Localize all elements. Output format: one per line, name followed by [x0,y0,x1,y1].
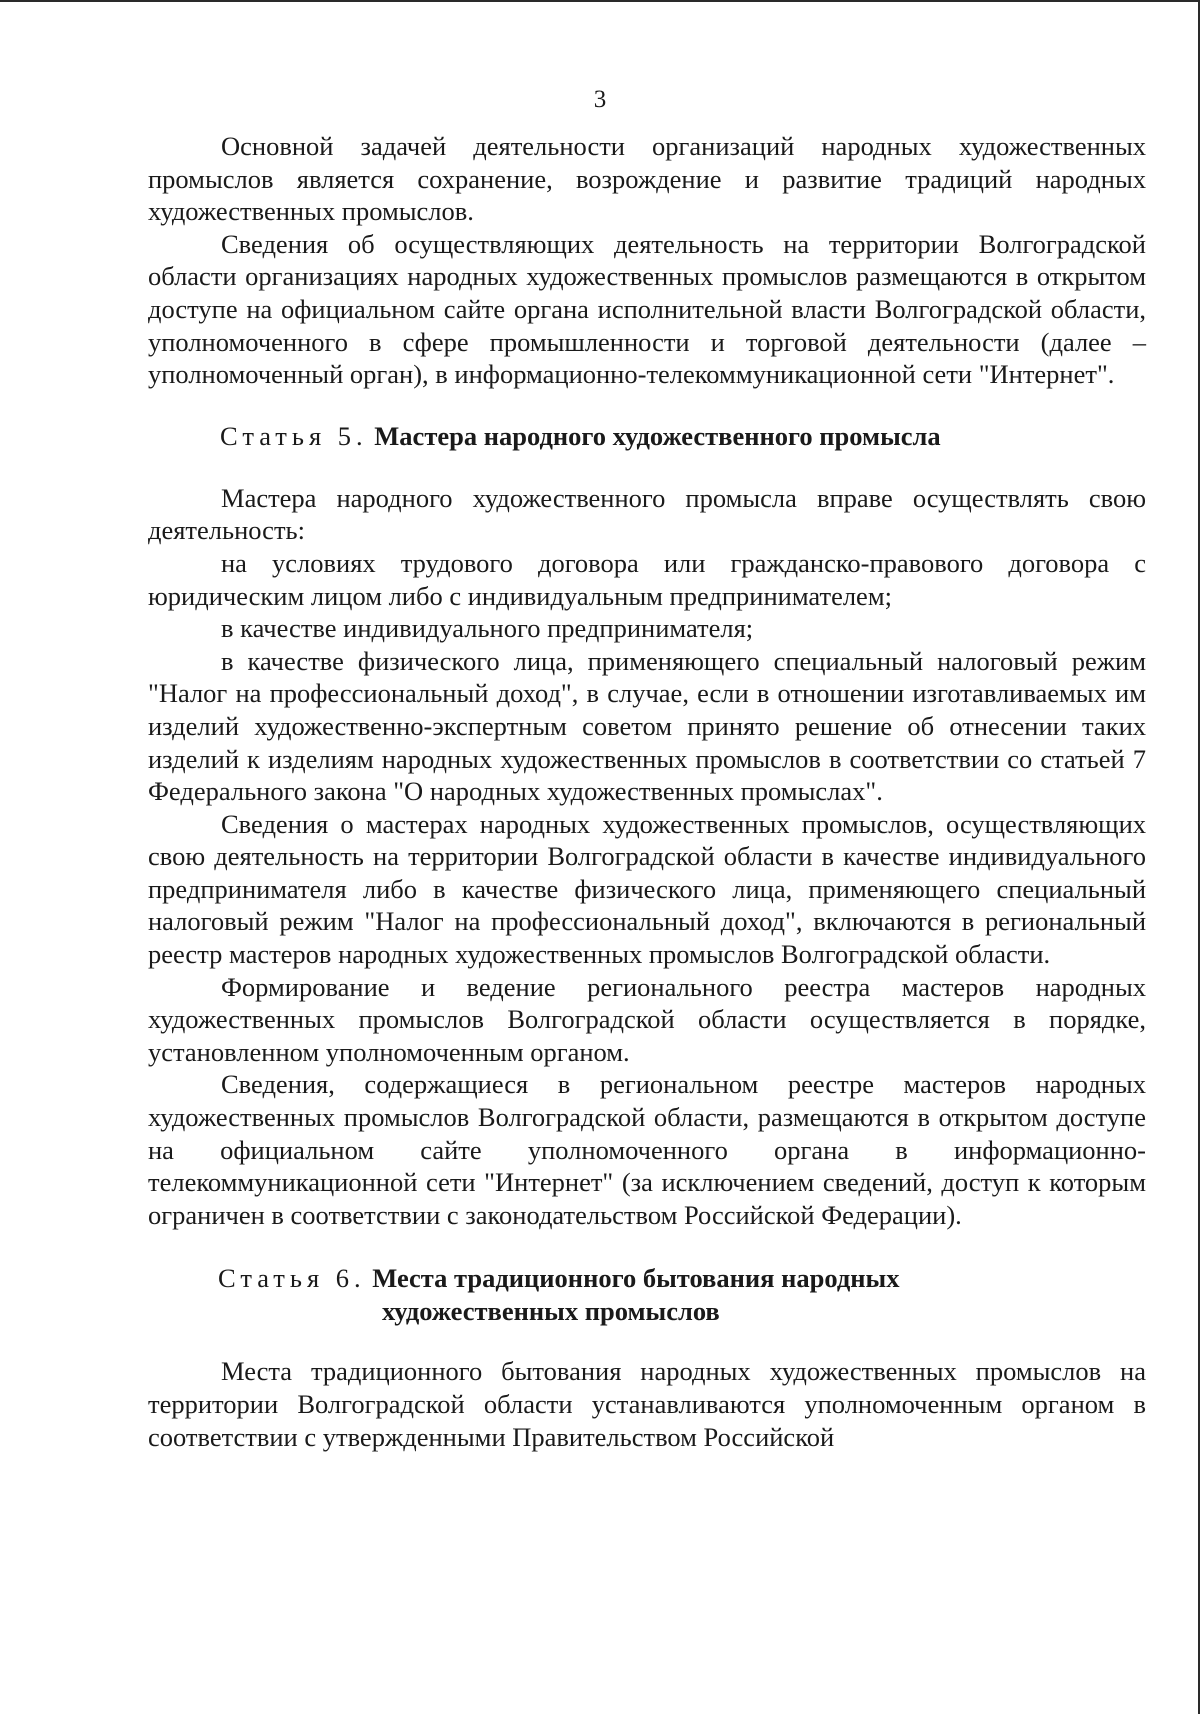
paragraph: Основной задачей деятельности организаций народных художественных промыслов является сохранение, возрождение и развитие традиций народных художественных промыслов. [148,131,1146,227]
paragraph: Мастера народного художественного промысла вправе осуществлять свою деятельность: [148,482,1146,546]
paragraph: Сведения о мастерах народных художественных промыслов, осуществляющих свою деятельность на территории Волгоградской области в качестве индивидуального предпринимателя либо в качестве физического лица, применяющего специальный налоговый режим "Налог на профессиональный доход", включаются в региональный реестр мастеров народных художественных промыслов Волгоградской области. [148,808,1146,970]
article-5-title: Мастера народного художественного промысла [374,420,941,451]
article-6-body [148,1355,1146,1453]
article-6-heading [148,1262,1146,1328]
article-5-label: Статья 5. [220,420,368,451]
article-5-heading [148,420,1146,453]
article-5-body [148,482,1146,1232]
paragraph: Сведения, содержащиеся в региональном реестре мастеров народных художественных промыслов Волгоградской области, размещаются в открытом доступе на официальном сайте уполномоченного органа в информационно-телекоммуникационной сети "Интернет" (за исключением сведений, доступ к которым ограничен в соответствии с законодательством Российской Федерации). [148,1069,1146,1230]
paragraph: Формирование и ведение регионального реестра мастеров народных художественных промыслов Волгоградской области осуществляется в порядке, установленном уполномоченным органом. [148,971,1146,1067]
paragraph: Места традиционного бытования народных художественных промыслов на территории Волгоградской области устанавливаются уполномоченным органом в соответствии с утвержденными Правительством Российской [148,1356,1146,1452]
paragraph: в качестве индивидуального предпринимателя; [221,613,754,644]
article-6-label: Статья 6. [218,1263,366,1294]
document-body [148,130,1146,1453]
article-6-title-line1: Места традиционного бытования народных [372,1263,900,1294]
scan-edge-top [0,0,1200,2]
article-6-title-line2: художественных промыслов [382,1296,720,1327]
page-number: 3 [593,86,607,113]
paragraph: на условиях трудового договора или гражданско-правового договора с юридическим лицом либо с индивидуальным предпринимателем; [148,547,1146,611]
paragraph: в качестве физического лица, применяющего специальный налоговый режим "Налог на профессиональный доход", в случае, если в отношении изготавливаемых им изделий художественно-экспертным советом принято решение об отнесении таких изделий к изделиям народных художественных промыслов в соответствии со статьей 7 Федерального закона "О народных художественных промыслах". [148,645,1146,807]
paragraph: Сведения об осуществляющих деятельность на территории Волгоградской области организациях народных художественных промыслов размещаются в открытом доступе на официальном сайте органа исполнительной власти Волгоградской области, уполномоченного в сфере промышленности и торговой деятельности (далее – уполномоченный орган), в информационно-телекоммуникационной сети "Интернет". [148,228,1146,390]
